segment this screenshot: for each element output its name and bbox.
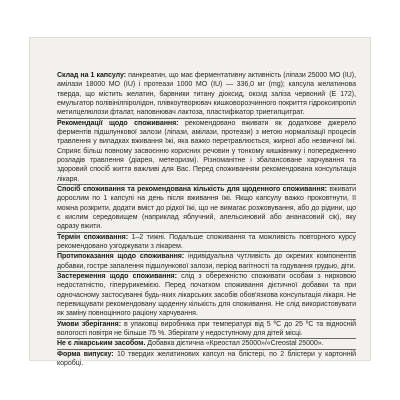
section-text: вживати дорослим по 1 капсулі на день після вживання їжі. Якщо капсулу важко проковтнути, її можна розкрити, додати вміст до рідкої їжі, що не вимагає розжовування, або до рідини, що є кислим середовищем (наприклад яблучний, апельсиновий або ананасовий сік), яку одразу вжити. — [57, 185, 356, 231]
contraindications-section — [57, 252, 356, 271]
section-label: Термін споживання: — [57, 233, 129, 241]
section-label: Спосіб споживання та рекомендована кількість для щоденного споживання: — [57, 185, 327, 193]
section-text: 10 твердих желатинових капсул на блістері, по 2 блістери у картонній коробці. — [57, 350, 356, 367]
recommendations-section — [57, 119, 356, 184]
section-label: Протипоказання щодо споживання: — [57, 253, 185, 261]
section-text: рекомендовано вживати як додаткове джерело ферментів підшлункової залози (ліпази, амілази, протеази) з метою нормалізації процесів травлення у випадках вживання їжі, яка важко перетравлюється, жирної або незвичної їжі. Сприяє більш повному засвоєнню корисних речовин у тонкому кишківнику і попередженню розладів травлення (діарея, метеоризм). Різноманітне і збалансоване харчування та здоровий спосіб життя важливі для Вас. Перед споживанням рекомендована консультація лікаря. — [57, 119, 356, 183]
section-label: Застереження щодо споживання: — [57, 272, 177, 280]
section-label: Склад на 1 капсулу: — [57, 72, 127, 79]
label-text-block — [57, 71, 356, 368]
warnings-section — [57, 272, 356, 319]
section-text: слід з обережністю споживати особам з нирковою недостатністю, гіперурикемією. Перед початком споживання дієтичної добавки та при одночасному застосуванні будь-яких лікарських засобів обов'язкова консультація лікаря. Не перевищувати рекомендовану щоденну кількість для споживання. Не слід використовувати як заміну повноцінного раціону харчування. — [57, 272, 356, 318]
section-text: індивідуальна чутливість до окремих компонентів добавки, гостре запалення підшлункової залози, період вагітності та годування грудью, діти. — [57, 253, 356, 270]
composition-section — [57, 71, 356, 118]
usage-section — [57, 185, 356, 232]
section-label: Рекомендації щодо споживання: — [57, 119, 179, 127]
storage-section — [57, 320, 356, 339]
section-label: Не є лікарським засобом. — [57, 340, 146, 348]
section-text: в упаковці виробника при температурі від 5 ºС до 25 ºС та відносній вологості повітря не більше 75 %. Зберігати у недоступному для дітей місці. — [57, 320, 356, 337]
section-text: панкреатин, що має ферментативну активність (ліпази 25000 МО (IU), амілази 18000 МО (IU) і протеази 1000 МО (IU) — 336,0 мг (mg); капсула желатинова тверда, що містить желатин, барвники титану діоксид, оксид заліза червоний (E 172), емульгатор полівінілпіролідон, плівкоутворювач кишковорозчинного покриття гідроксипропіл метилцелюлози фталат, наповнювач лактоза, пластифікатор триетилцитрат. — [57, 72, 357, 117]
section-text: Добавка дієтична «Креостал 25000»/«Creostal 25000». — [147, 340, 324, 348]
not-medicine-section — [57, 339, 356, 348]
section-label: Умови зберігання: — [57, 320, 121, 328]
release-form-section — [57, 350, 356, 369]
package-label-panel — [30, 38, 370, 367]
duration-section — [57, 233, 356, 252]
section-text: 1–2 тижні. Подальше споживання та можливість повторного курсу рекомендовано узгоджувати з лікарем. — [57, 233, 356, 250]
section-label: Форма випуску: — [57, 350, 114, 358]
